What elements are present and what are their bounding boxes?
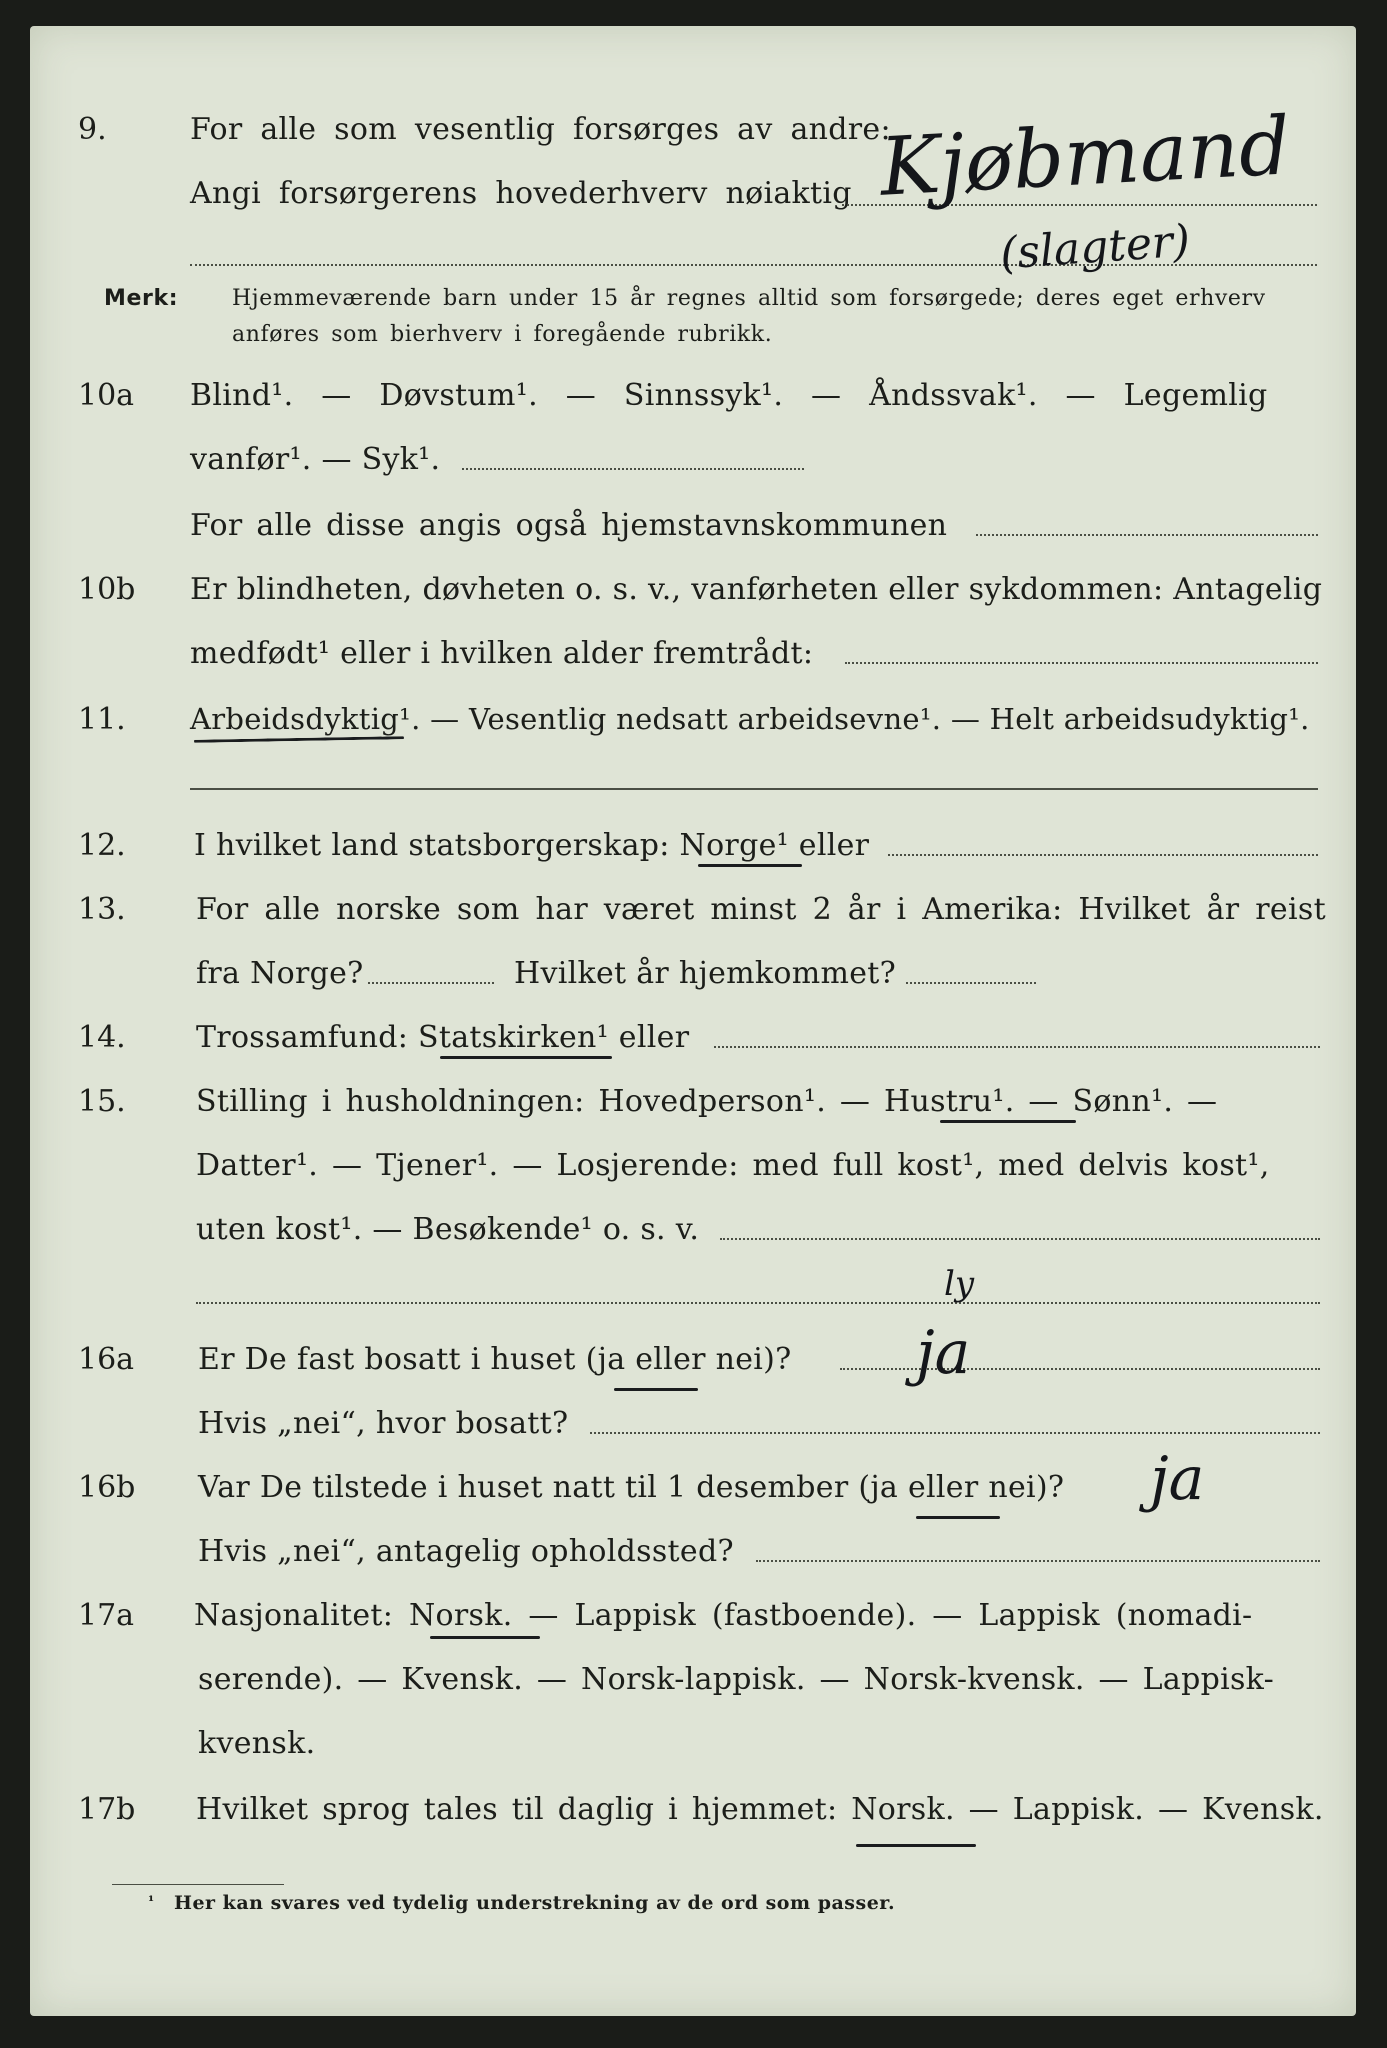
q17b-underline-mark (856, 1844, 976, 1847)
merk-line2: anføres som bierhverv i foregående rubrikk. (232, 322, 773, 347)
q9-handwritten-answer2: (slagter) (998, 215, 1192, 280)
q15-line3: uten kost¹. — Besøkende¹ o. s. v. (196, 1212, 700, 1247)
q16b-underline-mark (916, 1516, 1000, 1519)
q15-line2: Datter¹. — Tjener¹. — Losjerende: med full kost¹, med delvis kost¹, (196, 1148, 1270, 1183)
q16a-underline-mark (614, 1388, 698, 1391)
q17b-line1: Hvilket sprog tales til daglig i hjemmet: Norsk. — Lappisk. — Kvensk. (196, 1792, 1324, 1827)
q10a-answer-line2 (976, 534, 1318, 536)
q13-answer-line1 (368, 982, 494, 984)
q10b-line1: Er blindheten, døvheten o. s. v., vanførheten eller sykdommen: Antagelig (190, 572, 1323, 607)
merk-label: Merk: (104, 286, 179, 311)
q10b-answer-line (845, 662, 1318, 664)
q12-underline-mark (698, 864, 802, 867)
q10a-line2: vanfør¹. — Syk¹. (190, 442, 441, 477)
q15-handwritten-mark: ly (944, 1264, 975, 1304)
q12-line1: I hvilket land statsborgerskap: Norge¹ eller (194, 828, 870, 863)
q16b-handwritten-answer: ja (1150, 1444, 1205, 1514)
q16a-line1: Er De fast bosatt i huset (ja eller nei)? (198, 1342, 792, 1377)
q15-number: 15. (78, 1084, 126, 1119)
q15-underline-mark (940, 1120, 1076, 1123)
q9-line2: Angi forsørgerens hovederhverv nøiaktig (190, 176, 852, 211)
q10b-number: 10b (78, 572, 136, 607)
q13-line2b: Hvilket år hjemkommet? (514, 956, 897, 991)
q17a-number: 17a (78, 1598, 135, 1633)
q16a-answer-line2 (590, 1432, 1320, 1434)
q10a-line1: Blind¹. — Døvstum¹. — Sinnssyk¹. — Åndssvak¹. — Legemlig (190, 378, 1268, 413)
q9-line1: For alle som vesentlig forsørges av andre: (190, 112, 891, 147)
q12-answer-line (888, 854, 1318, 856)
q11-line1: Arbeidsdyktig¹. — Vesentlig nedsatt arbeidsevne¹. — Helt arbeidsudyktig¹. (190, 702, 1310, 736)
q14-underline-mark (440, 1056, 612, 1059)
q17a-underline-mark (430, 1636, 540, 1639)
q15-answer-line2 (196, 1302, 1320, 1304)
q16b-line1: Var De tilstede i huset natt til 1 desember (ja eller nei)? (198, 1470, 1065, 1505)
q17b-number: 17b (78, 1792, 136, 1827)
q16b-answer-line (756, 1560, 1320, 1562)
q16a-handwritten-answer: ja (916, 1318, 971, 1388)
q10a-line3: For alle disse angis også hjemstavnskommunen (190, 508, 948, 543)
q17a-line3: kvensk. (198, 1726, 316, 1761)
q10a-number: 10a (78, 378, 135, 413)
q14-line1: Trossamfund: Statskirken¹ eller (196, 1020, 690, 1055)
q16b-line2: Hvis „nei“, antagelig opholdssted? (198, 1534, 734, 1569)
footnote-mark: ¹ (148, 1894, 155, 1910)
footnote-rule (112, 1884, 284, 1885)
q16a-line2: Hvis „nei“, hvor bosatt? (198, 1406, 569, 1441)
q11-number: 11. (78, 702, 126, 737)
footnote-text: Her kan svares ved tydelig understrekning av de ord som passer. (174, 1892, 896, 1914)
merk-line1: Hjemmeværende barn under 15 år regnes alltid som forsørgede; deres eget erhverv (232, 286, 1266, 311)
q9-number: 9. (78, 112, 107, 147)
q14-answer-line (714, 1046, 1320, 1048)
q12-number: 12. (78, 828, 126, 863)
q13-line2a: fra Norge? (196, 956, 364, 991)
q16a-answer-line (840, 1368, 1320, 1370)
q13-number: 13. (78, 892, 126, 927)
q10a-answer-line (462, 468, 804, 470)
q15-line1: Stilling i husholdningen: Hovedperson¹. — Hustru¹. — Sønn¹. — (196, 1084, 1218, 1119)
q17a-line1: Nasjonalitet: Norsk. — Lappisk (fastboende). — Lappisk (nomadi- (194, 1598, 1253, 1633)
q9-handwritten-answer: Kjøbmand (877, 99, 1293, 214)
q16a-number: 16a (78, 1342, 135, 1377)
q15-answer-line (720, 1238, 1320, 1240)
q16b-number: 16b (78, 1470, 136, 1505)
q10b-line2: medfødt¹ eller i hvilken alder fremtrådt: (190, 636, 814, 671)
q13-answer-line2 (906, 982, 1036, 984)
q11-answer-line (190, 788, 1318, 790)
q14-number: 14. (78, 1020, 126, 1055)
q17a-line2: serende). — Kvensk. — Norsk-lappisk. — Norsk-kvensk. — Lappisk- (198, 1662, 1275, 1697)
q13-line1: For alle norske som har været minst 2 år i Amerika: Hvilket år reist (196, 892, 1326, 927)
